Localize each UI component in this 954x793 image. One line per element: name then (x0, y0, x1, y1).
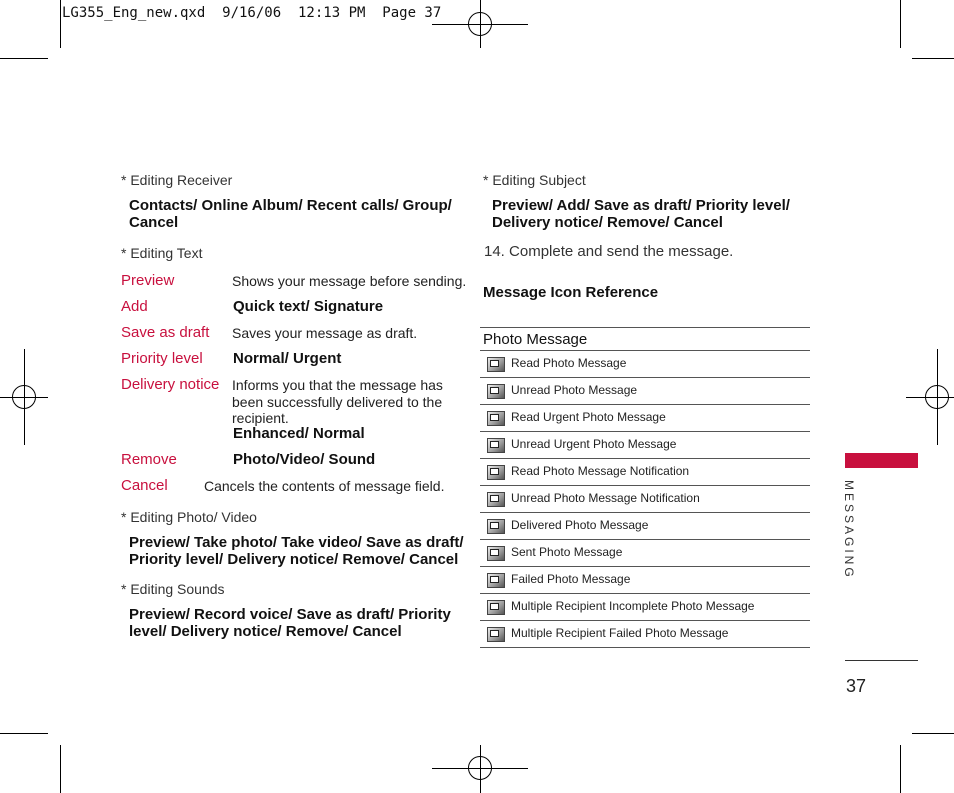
option-delivery-notice-desc-2: been successfully delivered to the (232, 394, 443, 410)
sounds-options-line1: Preview/ Record voice/ Save as draft/ Priority (129, 606, 451, 623)
row-label: Read Photo Message Notification (511, 464, 690, 479)
row-label: Unread Urgent Photo Message (511, 437, 677, 452)
read-photo-notification-icon (487, 465, 505, 480)
crop-mark (912, 733, 954, 734)
row-label: Multiple Recipient Failed Photo Message (511, 626, 729, 641)
text-heading: * Editing Text (121, 245, 203, 261)
option-delivery-notice-desc-1: Informs you that the message has (232, 377, 443, 393)
unread-photo-notification-icon (487, 492, 505, 507)
crop-mark (0, 58, 48, 59)
crop-mark (912, 58, 954, 59)
table-row (480, 432, 810, 459)
unread-urgent-photo-message-icon (487, 438, 505, 453)
receiver-heading: * Editing Receiver (121, 172, 233, 188)
option-save-as-draft-desc: Saves your message as draft. (232, 325, 418, 341)
crop-mark (60, 0, 61, 48)
section-tab-label: MESSAGING (842, 480, 856, 580)
row-label: Delivered Photo Message (511, 518, 649, 533)
photo-heading: * Editing Photo/ Video (121, 509, 257, 525)
crop-mark (60, 745, 61, 793)
row-label: Read Urgent Photo Message (511, 410, 666, 425)
option-preview: Preview (121, 272, 175, 289)
crop-mark (900, 745, 901, 793)
receiver-options-line1: Contacts/ Online Album/ Recent calls/ Group/ (129, 197, 452, 214)
photo-options-line1: Preview/ Take photo/ Take video/ Save as draft/ (129, 534, 464, 551)
step-14: 14. Complete and send the message. (484, 243, 734, 260)
table-row (480, 486, 810, 513)
option-remove: Remove (121, 451, 177, 468)
option-cancel: Cancel (121, 477, 168, 494)
print-slug: LG355_Eng_new.qxd 9/16/06 12:13 PM Page 37 (62, 5, 442, 21)
option-remove-desc: Photo/Video/ Sound (233, 451, 376, 468)
subject-options-line1: Preview/ Add/ Save as draft/ Priority level/ (492, 197, 790, 214)
row-label: Failed Photo Message (511, 572, 631, 587)
sounds-heading: * Editing Sounds (121, 581, 225, 597)
subject-options-line2: Delivery notice/ Remove/ Cancel (492, 214, 723, 231)
registration-line (480, 0, 481, 48)
table-row (480, 405, 810, 432)
sounds-options-line2: level/ Delivery notice/ Remove/ Cancel (129, 623, 402, 640)
page-number-rule (845, 660, 918, 661)
crop-mark (0, 733, 48, 734)
registration-line (480, 745, 481, 793)
option-cancel-desc: Cancels the contents of message field. (204, 478, 445, 494)
table-row (480, 351, 810, 378)
table-row (480, 459, 810, 486)
registration-line (24, 349, 25, 445)
option-delivery-notice-desc-3: recipient. (232, 410, 289, 426)
read-urgent-photo-message-icon (487, 411, 505, 426)
icon-reference-table (480, 327, 810, 648)
option-priority-level: Priority level (121, 350, 203, 367)
sent-photo-message-icon (487, 546, 505, 561)
table-row (480, 540, 810, 567)
registration-line (937, 349, 938, 445)
option-priority-level-desc: Normal/ Urgent (233, 350, 342, 367)
failed-photo-message-icon (487, 573, 505, 588)
read-photo-message-icon (487, 357, 505, 372)
option-add-desc: Quick text/ Signature (233, 298, 384, 315)
option-preview-desc: Shows your message before sending. (232, 273, 467, 289)
table-row (480, 513, 810, 540)
table-row (480, 567, 810, 594)
unread-photo-message-icon (487, 384, 505, 399)
multi-recipient-incomplete-icon (487, 600, 505, 615)
table-row (480, 594, 810, 621)
row-label: Multiple Recipient Incomplete Photo Message (511, 599, 755, 614)
option-delivery-notice-values: Enhanced/ Normal (233, 425, 365, 442)
option-delivery-notice: Delivery notice (121, 376, 220, 393)
delivered-photo-message-icon (487, 519, 505, 534)
option-add: Add (121, 298, 148, 315)
section-tab-marker (845, 453, 918, 468)
option-save-as-draft: Save as draft (121, 324, 210, 341)
icon-reference-title: Message Icon Reference (483, 284, 659, 301)
registration-line (906, 397, 954, 398)
receiver-options-line2: Cancel (129, 214, 179, 231)
crop-mark (900, 0, 901, 48)
photo-options-line2: Priority level/ Delivery notice/ Remove/ Cancel (129, 551, 459, 568)
table-row (480, 378, 810, 405)
row-label: Unread Photo Message Notification (511, 491, 700, 506)
row-label: Unread Photo Message (511, 383, 638, 398)
multi-recipient-failed-icon (487, 627, 505, 642)
table-header: Photo Message (480, 328, 810, 351)
row-label: Sent Photo Message (511, 545, 623, 560)
row-label: Read Photo Message (511, 356, 627, 371)
subject-heading: * Editing Subject (483, 172, 586, 188)
page-number: 37 (846, 676, 867, 696)
table-row (480, 621, 810, 648)
